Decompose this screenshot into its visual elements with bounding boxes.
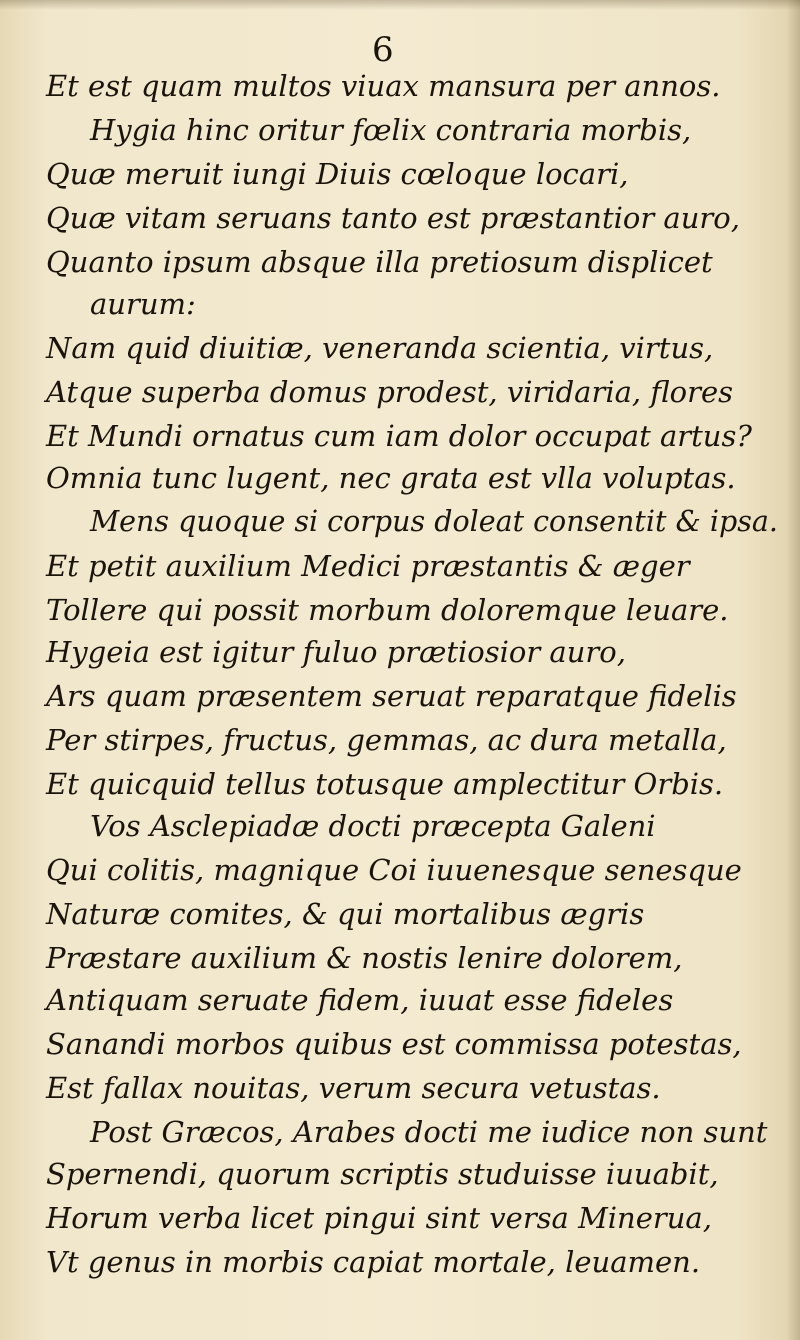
verse-line: Et quicquid tellus totusque amplectitur Orbis.: [46, 767, 724, 801]
verse-line: Quæ vitam seruans tanto est præstantior auro,: [46, 201, 740, 235]
verse-line: Et Mundi ornatus cum iam dolor occupat artus?: [46, 419, 752, 453]
verse-line: Naturæ comites, & qui mortalibus ægris: [46, 897, 645, 931]
verse-line: aurum:: [90, 287, 196, 321]
page-edge-shadow: [786, 0, 800, 1340]
verse-line: Spernendi, quorum scriptis studuisse iuuabit,: [46, 1157, 719, 1191]
verse-line: Hygia hinc oritur fœlix contraria morbis,: [90, 113, 692, 147]
verse-line: Sanandi morbos quibus est commissa potestas,: [46, 1027, 742, 1061]
verse-line: Nam quid diuitiæ, veneranda scientia, virtus,: [46, 331, 714, 365]
verse-line: Omnia tunc lugent, nec grata est vlla voluptas.: [46, 461, 736, 495]
verse-line: Per stirpes, fructus, gemmas, ac dura metalla,: [46, 723, 727, 757]
verse-line: Horum verba licet pingui sint versa Minerua,: [46, 1201, 712, 1235]
verse-line: Et petit auxilium Medici præstantis & æger: [46, 549, 690, 583]
verse-line: Qui colitis, magnique Coi iuuenesque senesque: [46, 853, 742, 887]
verse-line: Mens quoque si corpus doleat consentit & ipsa.: [90, 505, 778, 538]
verse-line: Vos Asclepiadæ docti præcepta Galeni: [90, 809, 656, 843]
verse-line: Antiquam seruate fidem, iuuat esse fideles: [46, 983, 674, 1017]
verse-line: Tollere qui possit morbum doloremque leuare.: [46, 593, 729, 627]
verse-line: Quanto ipsum absque illa pretiosum displicet: [46, 245, 713, 279]
verse-line: Quæ meruit iungi Diuis cœloque locari,: [46, 157, 629, 191]
verse-line: Et est quam multos viuax mansura per annos.: [46, 69, 721, 103]
verse-line: Vt genus in morbis capiat mortale, leuamen.: [46, 1245, 701, 1279]
page-top-shadow: [0, 0, 800, 10]
verse-line: Atque superba domus prodest, viridaria, flores: [46, 375, 734, 409]
verse-line: Præstare auxilium & nostis lenire dolorem,: [46, 941, 683, 975]
verse-line: Est fallax nouitas, verum secura vetustas.: [46, 1071, 661, 1105]
verse-line: Post Græcos, Arabes docti me iudice non sunt: [90, 1115, 768, 1149]
verse-line: Ars quam præsentem seruat reparatque fidelis: [46, 679, 737, 713]
verse-line: Hygeia est igitur fuluo prætiosior auro,: [46, 635, 626, 669]
page-number: 6: [372, 30, 394, 70]
